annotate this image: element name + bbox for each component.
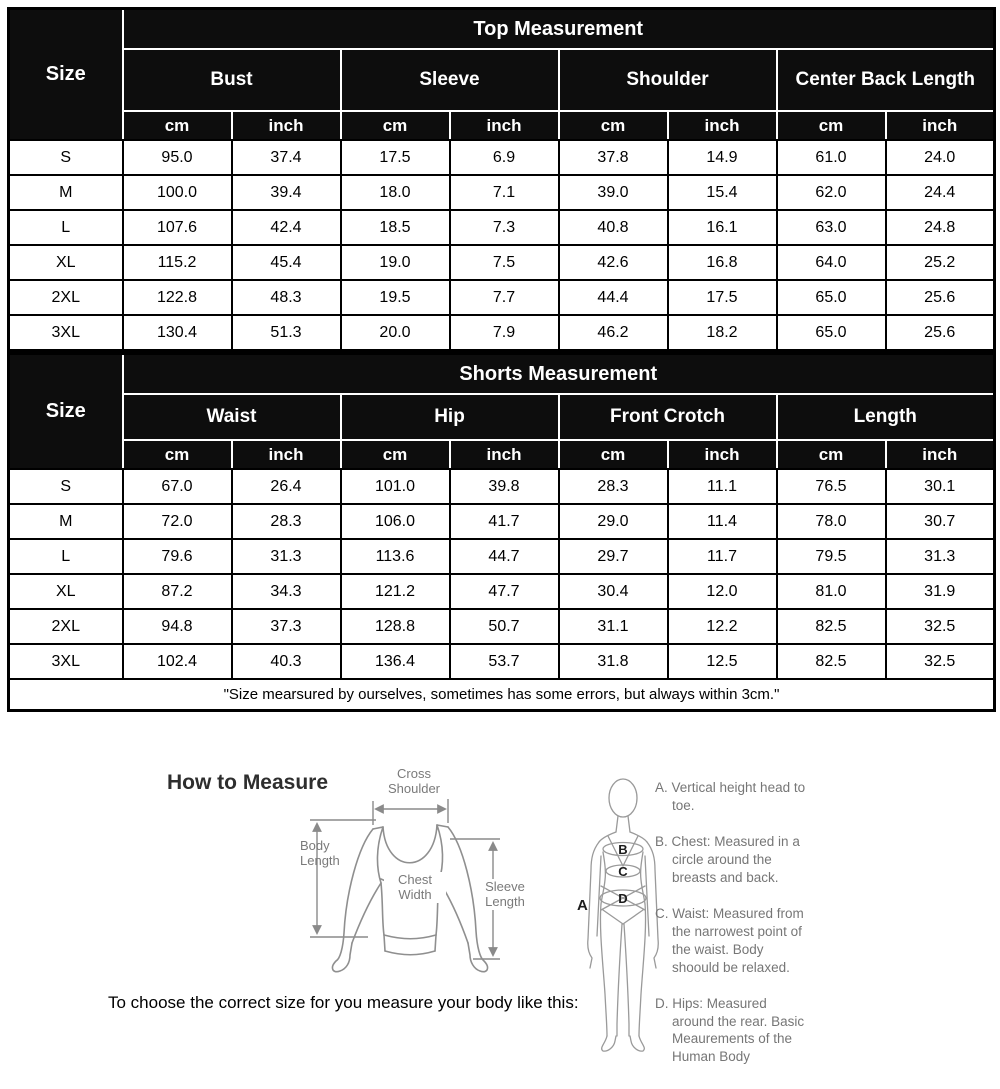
value-cell: 37.4	[232, 140, 341, 175]
size-cell: 3XL	[9, 644, 123, 679]
value-cell: 19.0	[341, 245, 450, 280]
figure-letter-c: C	[618, 864, 628, 879]
unit-header: cm	[559, 440, 668, 469]
value-cell: 67.0	[123, 469, 232, 504]
annotation-c: C. Waist: Measured from the narrowest point of the waist. Body shoould be relaxed.	[655, 905, 804, 975]
value-cell: 28.3	[232, 504, 341, 539]
shorts-measurement-table	[7, 352, 996, 712]
unit-header: inch	[232, 440, 341, 469]
table-row	[9, 210, 995, 245]
value-cell: 82.5	[777, 644, 886, 679]
value-cell: 24.8	[886, 210, 995, 245]
group-header-center-back-length: Center Back Length	[777, 49, 995, 111]
value-cell: 16.1	[668, 210, 777, 245]
size-cell: S	[9, 469, 123, 504]
unit-header: cm	[559, 111, 668, 140]
table-row	[9, 245, 995, 280]
table-row	[9, 140, 995, 175]
value-cell: 62.0	[777, 175, 886, 210]
size-cell: 2XL	[9, 609, 123, 644]
value-cell: 64.0	[777, 245, 886, 280]
value-cell: 11.7	[668, 539, 777, 574]
value-cell: 31.3	[232, 539, 341, 574]
value-cell: 18.2	[668, 315, 777, 351]
unit-header: inch	[450, 111, 559, 140]
value-cell: 34.3	[232, 574, 341, 609]
table-row	[9, 315, 995, 351]
value-cell: 6.9	[450, 140, 559, 175]
value-cell: 32.5	[886, 644, 995, 679]
sleeve-length-label: Sleeve Length	[475, 879, 535, 910]
value-cell: 107.6	[123, 210, 232, 245]
value-cell: 53.7	[450, 644, 559, 679]
group-header-shoulder: Shoulder	[559, 49, 777, 111]
value-cell: 31.8	[559, 644, 668, 679]
value-cell: 29.0	[559, 504, 668, 539]
value-cell: 29.7	[559, 539, 668, 574]
unit-header: cm	[123, 111, 232, 140]
value-cell: 31.3	[886, 539, 995, 574]
size-note: "Size mearsured by ourselves, sometimes has some errors, but always within 3cm."	[9, 679, 995, 711]
value-cell: 32.5	[886, 609, 995, 644]
value-cell: 39.0	[559, 175, 668, 210]
size-cell: S	[9, 140, 123, 175]
value-cell: 12.5	[668, 644, 777, 679]
unit-header-row	[9, 440, 995, 469]
value-cell: 65.0	[777, 280, 886, 315]
value-cell: 115.2	[123, 245, 232, 280]
value-cell: 122.8	[123, 280, 232, 315]
value-cell: 41.7	[450, 504, 559, 539]
table-row	[9, 504, 995, 539]
annotation-a: A. Vertical height head to toe.	[655, 780, 806, 813]
value-cell: 11.1	[668, 469, 777, 504]
table-row	[9, 609, 995, 644]
size-cell: L	[9, 539, 123, 574]
body-length-label: Body Length	[300, 838, 340, 869]
value-cell: 7.3	[450, 210, 559, 245]
table-row	[9, 175, 995, 210]
value-cell: 24.0	[886, 140, 995, 175]
value-cell: 37.3	[232, 609, 341, 644]
value-cell: 16.8	[668, 245, 777, 280]
value-cell: 72.0	[123, 504, 232, 539]
figure-letter-d: D	[618, 891, 628, 906]
value-cell: 79.6	[123, 539, 232, 574]
value-cell: 30.1	[886, 469, 995, 504]
table-row	[9, 644, 995, 679]
value-cell: 30.7	[886, 504, 995, 539]
value-cell: 25.2	[886, 245, 995, 280]
value-cell: 51.3	[232, 315, 341, 351]
value-cell: 7.7	[450, 280, 559, 315]
unit-header: cm	[777, 111, 886, 140]
value-cell: 37.8	[559, 140, 668, 175]
value-cell: 82.5	[777, 609, 886, 644]
group-header-waist: Waist	[123, 394, 341, 440]
value-cell: 94.8	[123, 609, 232, 644]
value-cell: 18.5	[341, 210, 450, 245]
value-cell: 31.1	[559, 609, 668, 644]
value-cell: 65.0	[777, 315, 886, 351]
figure-letter-b: B	[618, 842, 628, 857]
size-column-header: Size	[9, 9, 123, 141]
value-cell: 12.2	[668, 609, 777, 644]
table-row	[9, 574, 995, 609]
value-cell: 44.4	[559, 280, 668, 315]
value-cell: 46.2	[559, 315, 668, 351]
value-cell: 7.5	[450, 245, 559, 280]
table-title-row	[9, 9, 995, 50]
group-header-bust: Bust	[123, 49, 341, 111]
value-cell: 14.9	[668, 140, 777, 175]
value-cell: 7.1	[450, 175, 559, 210]
unit-header: cm	[341, 111, 450, 140]
size-column-header: Size	[9, 354, 123, 470]
unit-header: inch	[886, 440, 995, 469]
value-cell: 121.2	[341, 574, 450, 609]
value-cell: 47.7	[450, 574, 559, 609]
value-cell: 11.4	[668, 504, 777, 539]
value-cell: 42.4	[232, 210, 341, 245]
value-cell: 17.5	[341, 140, 450, 175]
table-row	[9, 280, 995, 315]
value-cell: 28.3	[559, 469, 668, 504]
size-note-row	[9, 679, 995, 711]
value-cell: 45.4	[232, 245, 341, 280]
unit-header: inch	[450, 440, 559, 469]
size-cell: XL	[9, 574, 123, 609]
value-cell: 76.5	[777, 469, 886, 504]
unit-header: inch	[232, 111, 341, 140]
value-cell: 128.8	[341, 609, 450, 644]
unit-header: inch	[668, 111, 777, 140]
value-cell: 95.0	[123, 140, 232, 175]
measurement-annotations	[655, 779, 807, 1084]
value-cell: 19.5	[341, 280, 450, 315]
value-cell: 18.0	[341, 175, 450, 210]
size-cell: XL	[9, 245, 123, 280]
value-cell: 30.4	[559, 574, 668, 609]
value-cell: 44.7	[450, 539, 559, 574]
figure-letter-a: A	[577, 897, 588, 914]
table-row	[9, 539, 995, 574]
value-cell: 24.4	[886, 175, 995, 210]
value-cell: 106.0	[341, 504, 450, 539]
unit-header: cm	[777, 440, 886, 469]
value-cell: 136.4	[341, 644, 450, 679]
value-cell: 31.9	[886, 574, 995, 609]
value-cell: 130.4	[123, 315, 232, 351]
chest-width-label: Chest Width	[384, 872, 446, 903]
value-cell: 113.6	[341, 539, 450, 574]
size-cell: 2XL	[9, 280, 123, 315]
top-table-title: Top Measurement	[123, 9, 995, 50]
group-header-front-crotch: Front Crotch	[559, 394, 777, 440]
value-cell: 7.9	[450, 315, 559, 351]
value-cell: 78.0	[777, 504, 886, 539]
value-cell: 25.6	[886, 315, 995, 351]
value-cell: 48.3	[232, 280, 341, 315]
value-cell: 79.5	[777, 539, 886, 574]
value-cell: 101.0	[341, 469, 450, 504]
value-cell: 39.8	[450, 469, 559, 504]
value-cell: 102.4	[123, 644, 232, 679]
size-cell: L	[9, 210, 123, 245]
unit-header: cm	[123, 440, 232, 469]
value-cell: 87.2	[123, 574, 232, 609]
group-header-sleeve: Sleeve	[341, 49, 559, 111]
value-cell: 42.6	[559, 245, 668, 280]
unit-header: cm	[341, 440, 450, 469]
shorts-table-title: Shorts Measurement	[123, 354, 995, 395]
group-header-hip: Hip	[341, 394, 559, 440]
annotation-b: B. Chest: Measured in a circle around the breasts and back.	[655, 833, 800, 885]
value-cell: 25.6	[886, 280, 995, 315]
size-cell: 3XL	[9, 315, 123, 351]
value-cell: 17.5	[668, 280, 777, 315]
value-cell: 12.0	[668, 574, 777, 609]
value-cell: 61.0	[777, 140, 886, 175]
table-title-row	[9, 354, 995, 395]
value-cell: 40.3	[232, 644, 341, 679]
how-to-measure-title: How to Measure	[167, 771, 329, 794]
table-row	[9, 469, 995, 504]
value-cell: 39.4	[232, 175, 341, 210]
unit-header: inch	[668, 440, 777, 469]
value-cell: 26.4	[232, 469, 341, 504]
value-cell: 63.0	[777, 210, 886, 245]
group-header-row	[9, 394, 995, 440]
unit-header: inch	[886, 111, 995, 140]
how-to-measure-footer: To choose the correct size for you measure your body like this:	[108, 993, 579, 1012]
cross-shoulder-label: Cross Shoulder	[371, 766, 457, 797]
group-header-length: Length	[777, 394, 995, 440]
value-cell: 15.4	[668, 175, 777, 210]
unit-header-row	[9, 111, 995, 140]
annotation-d: D. Hips: Measured around the rear. Basic Meaurements of the Human Body	[655, 995, 805, 1065]
value-cell: 100.0	[123, 175, 232, 210]
group-header-row	[9, 49, 995, 111]
value-cell: 40.8	[559, 210, 668, 245]
size-cell: M	[9, 504, 123, 539]
value-cell: 50.7	[450, 609, 559, 644]
size-cell: M	[9, 175, 123, 210]
top-measurement-table	[7, 7, 996, 352]
value-cell: 81.0	[777, 574, 886, 609]
value-cell: 20.0	[341, 315, 450, 351]
